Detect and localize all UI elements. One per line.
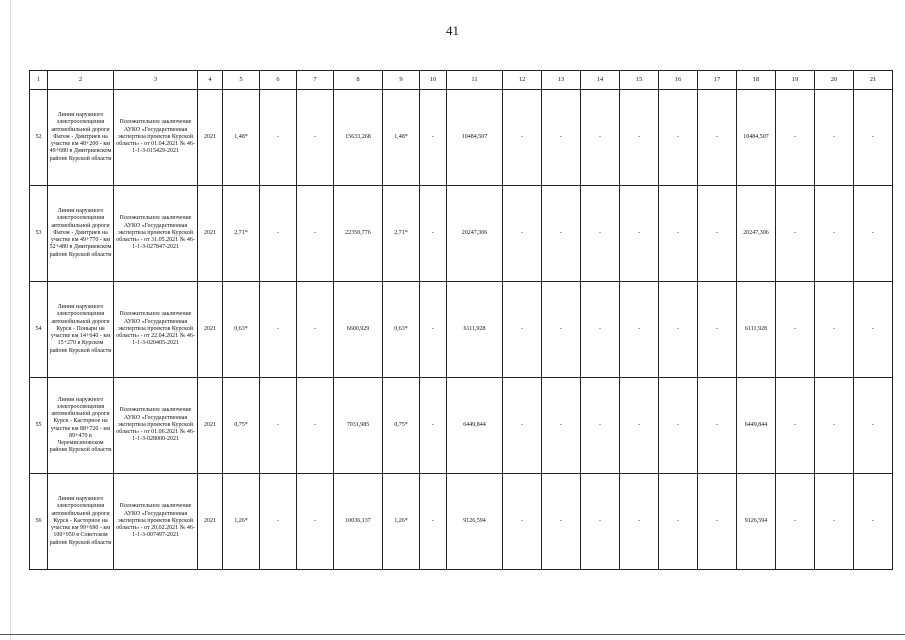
scan-edge-line [10, 0, 11, 640]
column-header: 5 [223, 71, 260, 90]
column-header: 19 [776, 71, 815, 90]
value-cell-c17: - [698, 378, 737, 474]
object-name-cell: Линии наружного электроосвещения автомобильной дороги Курск - Касторное на участке км 99+690 - км 100+950 в Советском районе Курской области [48, 474, 114, 570]
cost-cell: 10036,137 [334, 474, 383, 570]
value-cell-c17: - [698, 90, 737, 186]
value-cell-c6: - [260, 186, 297, 282]
amount-total-cell: 6111,928 [737, 282, 776, 378]
amount-total-cell: 9126,594 [737, 474, 776, 570]
row-number-cell: 54 [30, 282, 48, 378]
column-header: 21 [854, 71, 893, 90]
table-row [30, 90, 893, 186]
data-table [29, 70, 893, 570]
value-cell-c14: - [581, 282, 620, 378]
value-cell-c17: - [698, 282, 737, 378]
value-cell-c17: - [698, 186, 737, 282]
value-cell-c19: - [776, 378, 815, 474]
column-header: 14 [581, 71, 620, 90]
column-header: 9 [383, 71, 420, 90]
value-cell-c14: - [581, 474, 620, 570]
column-header: 11 [447, 71, 503, 90]
value-cell-c5: 2,71* [223, 186, 260, 282]
row-number-cell: 56 [30, 474, 48, 570]
value-cell-c5: 1,48* [223, 90, 260, 186]
value-cell-c13: - [542, 282, 581, 378]
value-cell-c19: - [776, 282, 815, 378]
value-cell-c5: 0,75* [223, 378, 260, 474]
row-number-cell: 52 [30, 90, 48, 186]
value-cell-c10: - [420, 282, 447, 378]
value-cell-c7: - [297, 90, 334, 186]
value-cell-c16: - [659, 90, 698, 186]
value-cell-c7: - [297, 378, 334, 474]
value-cell-c12: - [503, 186, 542, 282]
expert-conclusion-cell: Положительное заключение АУКО «Государственная экспертиза проектов Курской области» - от 31.05.2021 № 46-1-1-3-027847-2021 [114, 186, 198, 282]
value-cell-c16: - [659, 378, 698, 474]
column-header: 1 [30, 71, 48, 90]
value-cell-c14: - [581, 378, 620, 474]
value-cell-c16: - [659, 474, 698, 570]
table-body [30, 71, 893, 570]
object-name-cell: Линии наружного электроосвещения автомобильной дороги Фатеж - Дмитриев на участке км 49+770 - км 52+480 в Дмитриевском районе Курской области [48, 186, 114, 282]
expert-conclusion-cell: Положительное заключение АУКО «Государственная экспертиза проектов Курской области» - от 01.06.2021 № 46-1-1-3-028000-2021 [114, 378, 198, 474]
column-header: 8 [334, 71, 383, 90]
value-cell-c17: - [698, 474, 737, 570]
amount-cell: 10484,507 [447, 90, 503, 186]
row-number-cell: 53 [30, 186, 48, 282]
year-cell: 2021 [198, 378, 223, 474]
column-header: 18 [737, 71, 776, 90]
year-cell: 2021 [198, 474, 223, 570]
column-header: 2 [48, 71, 114, 90]
column-header: 10 [420, 71, 447, 90]
value-cell-c21: - [854, 282, 893, 378]
value-cell-c9: 2,71* [383, 186, 420, 282]
value-cell-c19: - [776, 90, 815, 186]
table-row [30, 186, 893, 282]
cost-cell: 7031,985 [334, 378, 383, 474]
object-name-cell: Линии наружного электроосвещения автомобильной дороги Курск - Касторное на участке км 88+720 - км 89+470 в Черемисиновском районе Курской области [48, 378, 114, 474]
table-row [30, 282, 893, 378]
value-cell-c7: - [297, 474, 334, 570]
value-cell-c5: 0,63* [223, 282, 260, 378]
cost-cell: 15633,268 [334, 90, 383, 186]
value-cell-c20: - [815, 186, 854, 282]
value-cell-c9: 0,63* [383, 282, 420, 378]
column-header: 17 [698, 71, 737, 90]
column-number-row [30, 71, 893, 90]
value-cell-c14: - [581, 186, 620, 282]
value-cell-c15: - [620, 282, 659, 378]
amount-total-cell: 10484,507 [737, 90, 776, 186]
amount-total-cell: 20247,306 [737, 186, 776, 282]
value-cell-c7: - [297, 186, 334, 282]
value-cell-c16: - [659, 186, 698, 282]
column-header: 3 [114, 71, 198, 90]
year-cell: 2021 [198, 186, 223, 282]
value-cell-c6: - [260, 378, 297, 474]
value-cell-c6: - [260, 90, 297, 186]
value-cell-c19: - [776, 186, 815, 282]
value-cell-c13: - [542, 90, 581, 186]
column-header: 4 [198, 71, 223, 90]
table-row [30, 378, 893, 474]
expert-conclusion-cell: Положительное заключение АУКО «Государственная экспертиза проектов Курской области» - от 20.02.2021 № 46-1-1-3-007497-2021 [114, 474, 198, 570]
value-cell-c10: - [420, 90, 447, 186]
expert-conclusion-cell: Положительное заключение АУКО «Государственная экспертиза проектов Курской области» - от 22.04.2021 № 46-1-1-3-020405-2021 [114, 282, 198, 378]
column-header: 20 [815, 71, 854, 90]
value-cell-c20: - [815, 474, 854, 570]
amount-cell: 20247,306 [447, 186, 503, 282]
value-cell-c14: - [581, 90, 620, 186]
column-header: 6 [260, 71, 297, 90]
year-cell: 2021 [198, 282, 223, 378]
cost-cell: 6600,929 [334, 282, 383, 378]
value-cell-c21: - [854, 378, 893, 474]
value-cell-c15: - [620, 474, 659, 570]
amount-cell: 6449,844 [447, 378, 503, 474]
amount-cell: 9126,594 [447, 474, 503, 570]
value-cell-c10: - [420, 474, 447, 570]
row-number-cell: 55 [30, 378, 48, 474]
column-header: 15 [620, 71, 659, 90]
value-cell-c9: 1,48* [383, 90, 420, 186]
value-cell-c10: - [420, 378, 447, 474]
value-cell-c15: - [620, 186, 659, 282]
value-cell-c12: - [503, 282, 542, 378]
value-cell-c15: - [620, 378, 659, 474]
value-cell-c5: 1,26* [223, 474, 260, 570]
value-cell-c21: - [854, 474, 893, 570]
cost-cell: 22350,776 [334, 186, 383, 282]
amount-total-cell: 6449,844 [737, 378, 776, 474]
year-cell: 2021 [198, 90, 223, 186]
value-cell-c21: - [854, 186, 893, 282]
scan-bottom-line [0, 634, 905, 635]
value-cell-c6: - [260, 282, 297, 378]
value-cell-c16: - [659, 282, 698, 378]
object-name-cell: Линии наружного электроосвещения автомобильной дороги Фатеж - Дмитриев на участке км 48+200 - км 49+680 в Дмитриевском районе Курской области [48, 90, 114, 186]
expert-conclusion-cell: Положительное заключение АУКО «Государственная экспертиза проектов Курской области» - от 01.04.2021 № 46-1-1-3-015429-2021 [114, 90, 198, 186]
value-cell-c13: - [542, 474, 581, 570]
value-cell-c19: - [776, 474, 815, 570]
value-cell-c20: - [815, 378, 854, 474]
value-cell-c10: - [420, 186, 447, 282]
value-cell-c20: - [815, 282, 854, 378]
value-cell-c21: - [854, 90, 893, 186]
column-header: 16 [659, 71, 698, 90]
amount-cell: 6111,928 [447, 282, 503, 378]
value-cell-c9: 0,75* [383, 378, 420, 474]
table-row [30, 474, 893, 570]
column-header: 12 [503, 71, 542, 90]
value-cell-c12: - [503, 90, 542, 186]
value-cell-c13: - [542, 186, 581, 282]
page-number: 41 [446, 23, 459, 38]
value-cell-c7: - [297, 282, 334, 378]
value-cell-c15: - [620, 90, 659, 186]
value-cell-c6: - [260, 474, 297, 570]
value-cell-c20: - [815, 90, 854, 186]
value-cell-c13: - [542, 378, 581, 474]
value-cell-c9: 1,26* [383, 474, 420, 570]
value-cell-c12: - [503, 378, 542, 474]
object-name-cell: Линии наружного электроосвещения автомобильной дороги Курск - Поныри на участке км 14+640 - км 15+270 в Курском районе Курской области [48, 282, 114, 378]
column-header: 13 [542, 71, 581, 90]
value-cell-c12: - [503, 474, 542, 570]
column-header: 7 [297, 71, 334, 90]
